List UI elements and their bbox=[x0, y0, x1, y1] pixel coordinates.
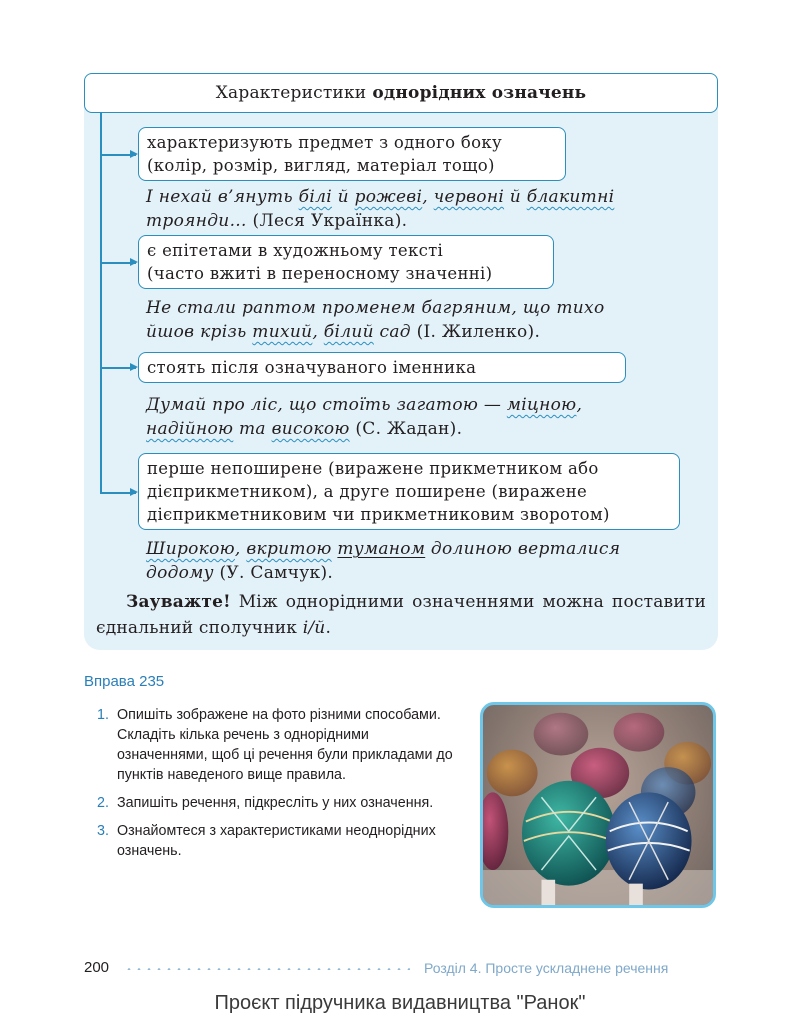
exercise-title: Вправа 235 bbox=[84, 673, 165, 690]
arrow-icon bbox=[100, 154, 136, 156]
characteristic-line: характеризують предмет з одного боку bbox=[147, 133, 502, 152]
homogeneous-attribute: високою bbox=[271, 419, 350, 439]
homogeneous-attribute: білі bbox=[298, 187, 332, 207]
conjunction: і/й bbox=[302, 618, 326, 638]
example-author: (У. Самчук). bbox=[213, 563, 334, 583]
example-1: І нехай в’януть білі й рожеві, червоні й блакитні троянди… (Леся Українка). bbox=[146, 187, 615, 231]
homogeneous-attribute: Широкою bbox=[146, 539, 235, 559]
example-author: (С. Жадан). bbox=[349, 419, 463, 439]
task-item: 2. Запишіть речення, підкресліть у них означення. bbox=[97, 795, 434, 811]
rule-title: Характеристики bbox=[215, 83, 367, 103]
task-list bbox=[97, 705, 457, 869]
arrow-icon bbox=[100, 492, 136, 494]
example-author: (І. Жиленко). bbox=[410, 322, 541, 342]
homogeneous-attribute: вкритою bbox=[246, 539, 332, 559]
characteristic-line: дієприкметниковим чи прикметниковим зворотом) bbox=[147, 505, 610, 524]
characteristic-line: (колір, розмір, вигляд, матеріал тощо) bbox=[147, 156, 495, 175]
example-2: Не стали раптом променем багряним, що тихо йшов крізь тихий, білий сад (І. Жиленко). bbox=[146, 298, 605, 342]
rule-title-box bbox=[84, 73, 718, 113]
section-title: Розділ 4. Просте ускладнене речення bbox=[424, 960, 669, 976]
example-4: Широкою, вкритою туманом долиною верталися додому (У. Самчук). bbox=[146, 539, 621, 583]
rule-title-bold: однорідних означень bbox=[372, 83, 587, 103]
characteristic-box-1 bbox=[138, 127, 566, 181]
characteristic-line: (часто вжиті в переносному значенні) bbox=[147, 264, 493, 283]
rule-note: Зауважте! Між однорідними означеннями можна поставити єднальний сполучник і/й. bbox=[96, 592, 706, 638]
characteristic-line: перше непоширене (виражене прикметником або bbox=[147, 459, 599, 478]
characteristic-box-2 bbox=[138, 235, 554, 289]
homogeneous-attribute: надійною bbox=[146, 419, 234, 439]
homogeneous-attribute: рожеві bbox=[354, 187, 423, 207]
footer-divider bbox=[124, 968, 410, 970]
dependent-word: туманом bbox=[337, 539, 426, 559]
tree-connector bbox=[100, 113, 102, 493]
pysanky-photo bbox=[480, 702, 716, 908]
easter-eggs-image bbox=[483, 705, 713, 905]
characteristic-line: дієприкметником), а друге поширене (виражене bbox=[147, 482, 588, 501]
task-item: 1. Опишіть зображене на фото різними способами. Складіть кілька речень з однорідними означеннями, щоб ці речення були прикладами до пунктів наведеного вище правила. bbox=[97, 707, 453, 783]
homogeneous-attribute: міцною bbox=[506, 395, 577, 415]
arrow-icon bbox=[100, 262, 136, 264]
page-number: 200 bbox=[84, 959, 110, 976]
characteristic-box-3 bbox=[138, 352, 626, 383]
task-item: 3. Ознайомтеся з характеристиками неоднорідних означень. bbox=[97, 823, 436, 859]
note-label: Зауважте! bbox=[126, 592, 231, 612]
characteristic-line: є епітетами в художньому тексті bbox=[147, 241, 444, 260]
arrow-icon bbox=[100, 367, 136, 369]
homogeneous-attribute: білий bbox=[323, 322, 374, 342]
example-author: (Леся Українка). bbox=[246, 211, 408, 231]
example-3: Думай про ліс, що стоїть загатою — міцною, надійною та високою (С. Жадан). bbox=[146, 395, 583, 439]
characteristic-box-4 bbox=[138, 453, 680, 530]
watermark: Проєкт підручника видавництва "Ранок" bbox=[214, 992, 586, 1014]
characteristic-line: стоять після означуваного іменника bbox=[147, 358, 477, 377]
homogeneous-attribute: червоні bbox=[433, 187, 505, 207]
homogeneous-attribute: блакитні bbox=[526, 187, 615, 207]
homogeneous-attribute: тихий bbox=[252, 322, 313, 342]
